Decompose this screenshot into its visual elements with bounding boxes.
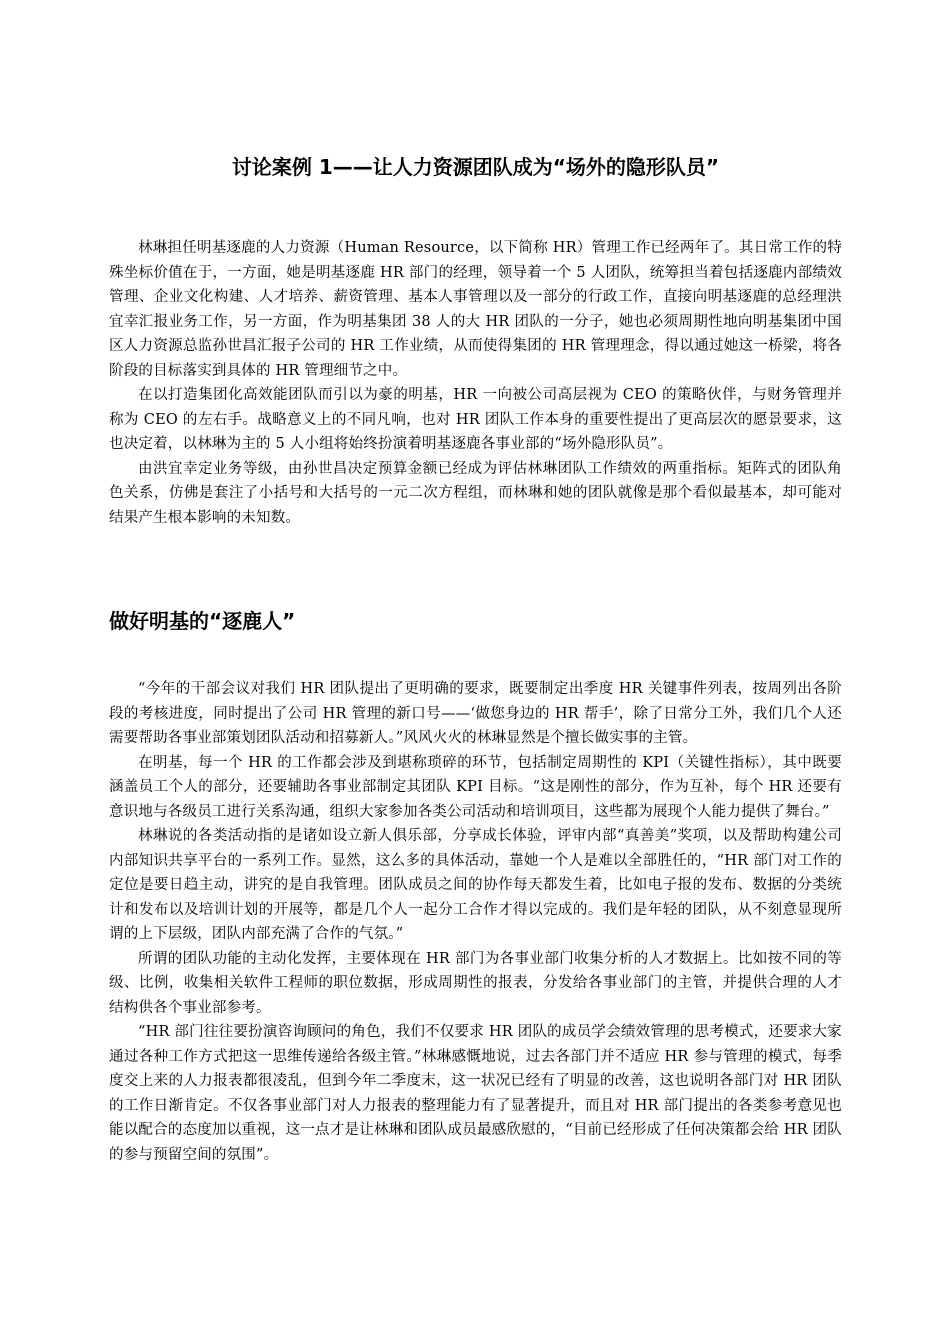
section-heading: 做好明基的“逐鹿人” [109,609,296,633]
body-section [109,677,842,1167]
body-paragraph: “今年的干部会议对我们 HR 团队提出了更明确的要求，既要制定出季度 HR 关键事件列表，按周列出各阶段的考核进度，同时提出了公司 HR 管理的新口号——‘做您身边的 HR 帮手’，除了日常分工外，我们几个人还需要帮助各事业部策划团队活动和招募新人。”风风火火的林琳显然是个擅长做实事的主管。 [109,681,842,746]
intro-paragraph: 林琳担任明基逐鹿的人力资源（Human Resource，以下简称 HR）管理工作已经两年了。其日常工作的特殊坐标价值在于，一方面，她是明基逐鹿 HR 部门的经理，领导着一个 5 人团队，统筹担当着包括逐鹿内部绩效管理、企业文化构建、人才培养、薪资管理、基本人事管理以及一部分的行政工作，直接向明基逐鹿的总经理洪宜幸汇报业务工作，另一方面，作为明基集团 38 人的大 HR 团队的一分子，她也必须周期性地向明基集团中国区人力资源总监孙世昌汇报子公司的 HR 工作业绩，从而使得集团的 HR 管理理念，得以通过她这一桥梁，将各阶段的目标落实到具体的 HR 管理细节之中。 [109,240,842,379]
body-paragraph: 所谓的团队功能的主动化发挥，主要体现在 HR 部门为各事业部门收集分析的人才数据上。比如按不同的等级、比例，收集相关软件工程师的职位数据，形成周期性的报表，分发给各事业部门的主管，并提供合理的人才结构供各个事业部参考。 [109,950,842,1016]
intro-paragraph: 在以打造集团化高效能团队而引以为豪的明基，HR 一向被公司高层视为 CEO 的策略伙伴，与财务管理并称为 CEO 的左右手。战略意义上的不同凡响，也对 HR 团队工作本身的重要性提出了更高层次的愿景要求，这也决定着，以林琳为主的 5 人小组将始终扮演着明基逐鹿各事业部的“场外隐形队员”。 [109,387,842,452]
intro-section [109,236,842,530]
body-paragraph: 在明基，每一个 HR 的工作都会涉及到堪称琐碎的环节，包括制定周期性的 KPI（关键性指标），其中既要涵盖员工个人的部分，还要辅助各事业部制定其团队 KPI 目标。“这是刚性的部分，作为互补，每个 HR 还要有意识地与各级员工进行关系沟通，组织大家参加各类公司活动和培训项目，这些都为展现个人能力提供了舞台。” [109,754,842,820]
document-title: 讨论案例 1——让人力资源团队成为“场外的隐形队员” [231,155,720,179]
body-paragraph: 林琳说的各类活动指的是诸如设立新人俱乐部，分享成长体验，评审内部“真善美”奖项，以及帮助构建公司内部知识共享平台的一系列工作。显然，这么多的具体活动，靠她一个人是难以全部胜任的，“HR 部门对工作的定位是要日趋主动，讲究的是自我管理。团队成员之间的协作每天都发生着，比如电子报的发布、数据的分类统计和发布以及培训计划的开展等，都是几个人一起分工合作才得以完成的。我们是年轻的团队，从不刻意显现所谓的上下层级，团队内部充满了合作的气氛。” [109,828,842,942]
intro-paragraph: 由洪宜幸定业务等级，由孙世昌决定预算金额已经成为评估林琳团队工作绩效的两重指标。矩阵式的团队角色关系，仿佛是套注了小括号和大括号的一元二次方程组，而林琳和她的团队就像是那个看似最基本，却可能对结果产生根本影响的未知数。 [109,460,842,526]
body-paragraph: “HR 部门往往要扮演咨询顾问的角色，我们不仅要求 HR 团队的成员学会绩效管理的思考模式，还要求大家通过各种工作方式把这一思维传递给各级主管。”林琳感慨地说，过去各部门并不适应 HR 参与管理的模式，每季度交上来的人力报表都很凌乱，但到今年二季度末，这一状况已经有了明显的改善，这也说明各部门对 HR 团队的工作日渐肯定。不仅各事业部门对人力报表的整理能力有了显著提升，而且对 HR 部门提出的各类参考意见也能以配合的态度加以重视，这一点才是让林琳和团队成员最感欣慰的，“目前已经形成了任何决策都会给 HR 团队的参与预留空间的氛围”。 [109,1024,842,1163]
